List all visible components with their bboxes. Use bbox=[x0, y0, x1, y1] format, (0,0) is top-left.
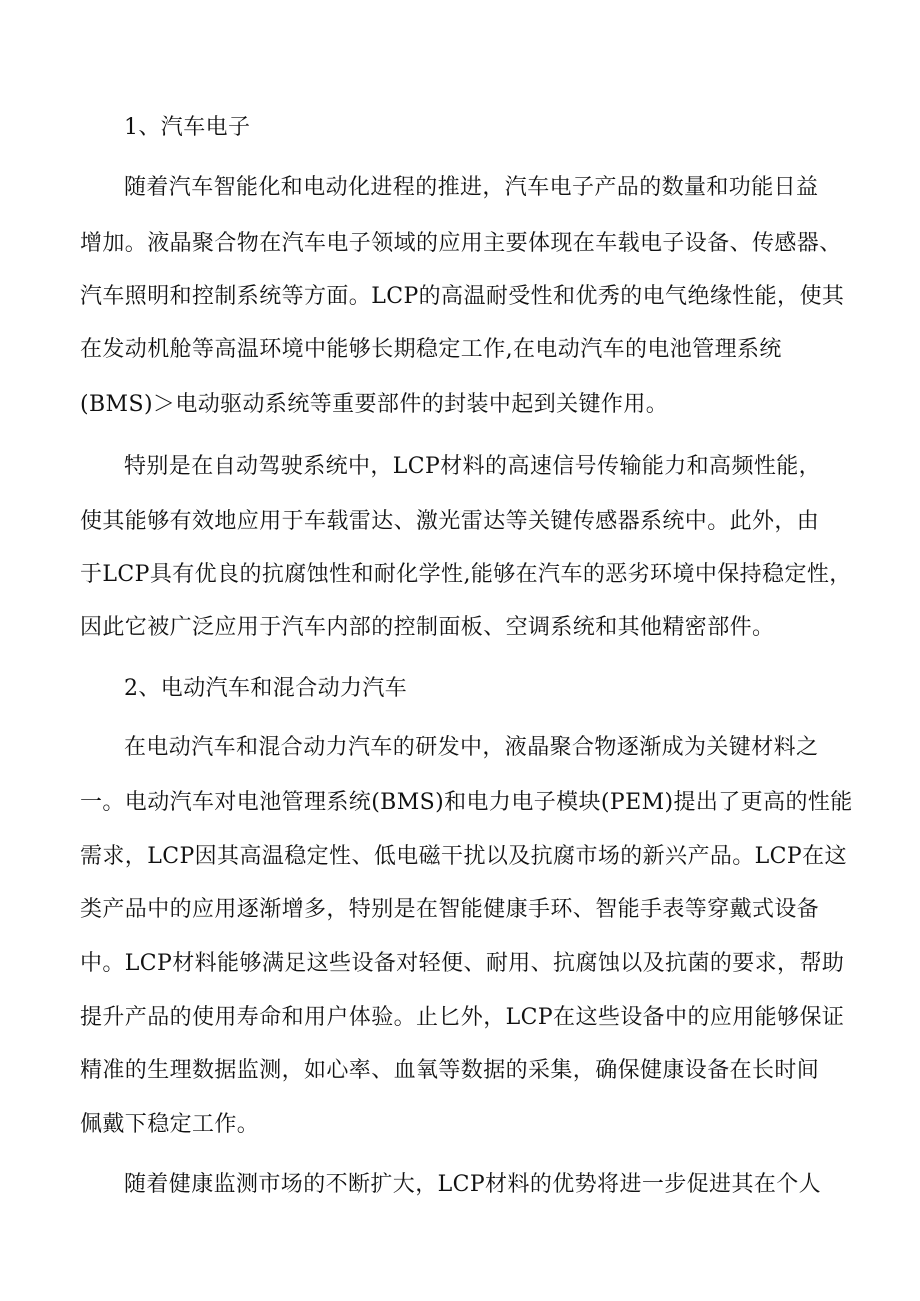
paragraph-line: 因此它被广泛应用于汽车内部的控制面板、空调系统和其他精密部件。 bbox=[80, 615, 775, 640]
paragraph-line: 精准的生理数据监测，如心率、血氧等数据的采集，确保健康设备在长时间 bbox=[80, 1058, 820, 1083]
paragraph-line: 增加。液晶聚合物在汽车电子领域的应用主要体现在车载电子设备、传感器、 bbox=[80, 231, 842, 256]
paragraph-line: 在发动机舱等高温环境中能够长期稳定工作,在电动汽车的电池管理系统 bbox=[80, 337, 782, 362]
paragraph-line: 在电动汽车和混合动力汽车的研发中，液晶聚合物逐渐成为关键材料之 bbox=[124, 735, 819, 760]
paragraph-line: 中。LCP材料能够满足这些设备对轻便、耐用、抗腐蚀以及抗菌的要求，帮助 bbox=[80, 951, 845, 976]
paragraph-line: 特别是在自动驾驶系统中，LCP材料的高速信号传输能力和高频性能， bbox=[124, 454, 822, 479]
paragraph-line: 一。电动汽车对电池管理系统(BMS)和电力电子模块(PEM)提出了更高的性能 bbox=[80, 790, 853, 815]
paragraph-line: 佩戴下稳定工作。 bbox=[80, 1112, 260, 1137]
paragraph-line: 提升产品的使用寿命和用户体验。止匕外，LCP在这些设备中的应用能够保证 bbox=[80, 1005, 845, 1030]
paragraph-line: 类产品中的应用逐渐增多，特别是在智能健康手环、智能手表等穿戴式设备 bbox=[80, 897, 820, 922]
paragraph-line: 使其能够有效地应用于车载雷达、激光雷达等关键传感器系统中。此外，由 bbox=[80, 509, 820, 534]
paragraph-line: 需求，LCP因其高温稳定性、低电磁干扰以及抗腐市场的新兴产品。LCP在这 bbox=[80, 844, 847, 869]
paragraph-line: 随着汽车智能化和电动化进程的推进，汽车电子产品的数量和功能日益 bbox=[124, 175, 819, 200]
paragraph-line: (BMS)＞电动驱动系统等重要部件的封装中起到关键作用。 bbox=[80, 392, 669, 417]
section-heading-automotive-electronics: 1、汽车电子 bbox=[124, 115, 251, 140]
paragraph-line: 汽车照明和控制系统等方面。LCP的高温耐受性和优秀的电气绝缘性能，使其 bbox=[80, 284, 845, 309]
section-heading-ev-hybrid: 2、电动汽车和混合动力汽车 bbox=[124, 676, 408, 701]
paragraph-line: 于LCP具有优良的抗腐蚀性和耐化学性,能够在汽车的恶劣环境中保持稳定性， bbox=[80, 562, 852, 587]
paragraph-line: 随着健康监测市场的不断扩大，LCP材料的优势将进一步促进其在个人 bbox=[124, 1172, 822, 1197]
